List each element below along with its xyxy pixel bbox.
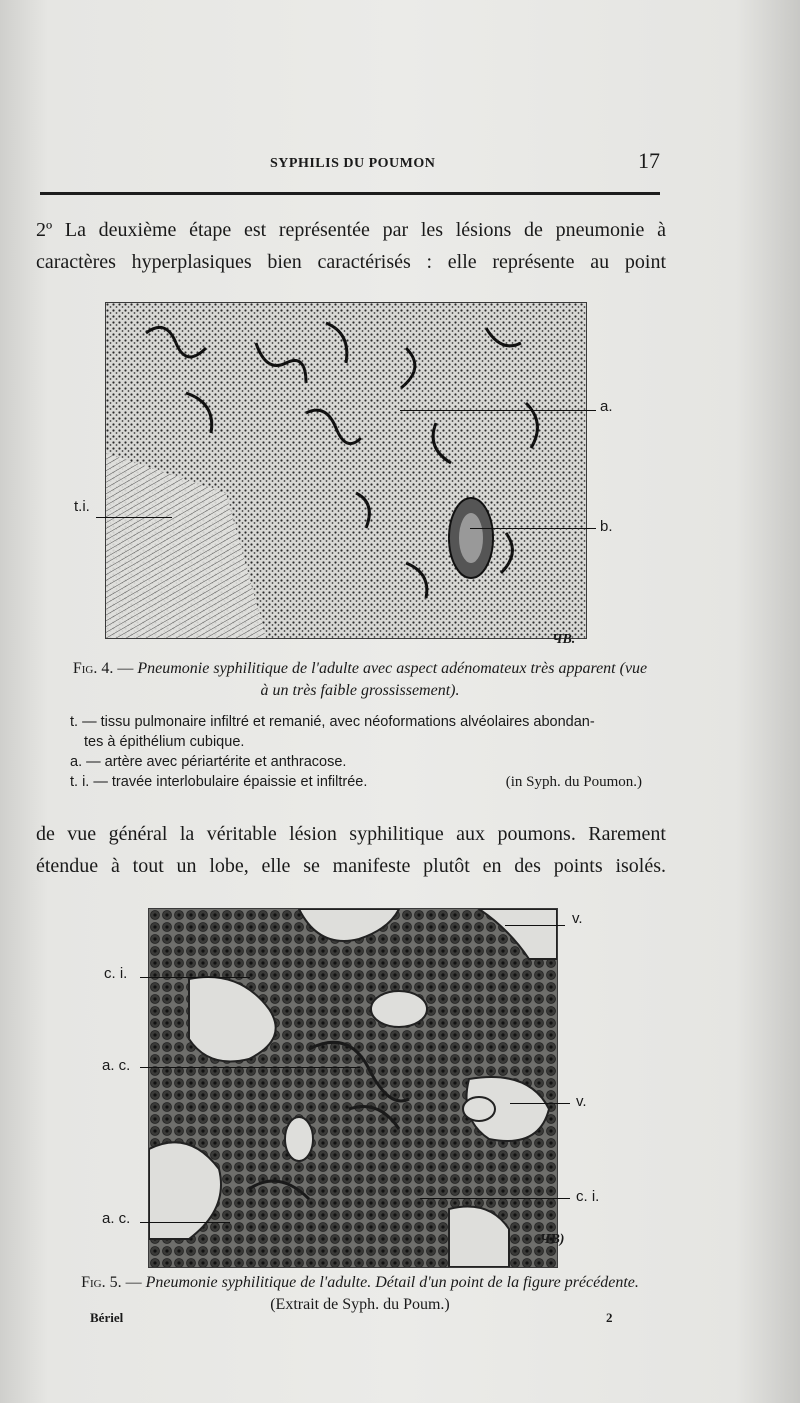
figure-5-label-v-mid: v.: [576, 1093, 587, 1110]
legend-ti-text: t. i. — travée interlobulaire épaissie et infiltrée.: [70, 774, 368, 790]
figure-4-label-ti: t.i.: [74, 498, 90, 515]
figure-4-caption-title: Pneumonie syphilitique de l'adulte avec aspect adénomateux très apparent (vue à un très faible grossissement).: [137, 660, 648, 699]
figure-4-leader-a: [400, 410, 596, 411]
legend-ti-line: [70, 772, 670, 792]
figure-4-legend: [70, 712, 670, 792]
figure-5-label-ac-mid: a. c.: [102, 1057, 131, 1074]
figure-4-engraving: [106, 303, 586, 638]
figure-4-caption: [70, 658, 650, 702]
figure-5-leader-ci-bottom: [420, 1198, 570, 1199]
figure-4-label-a: a.: [600, 398, 613, 415]
figure-4-caption-dash: —: [113, 660, 138, 677]
paragraph-1: [36, 214, 666, 278]
figure-4-signature: ЧB.: [552, 632, 576, 647]
figure-5-label-ci-bottom: c. i.: [576, 1188, 600, 1205]
figure-5-label-ac-bottom: a. c.: [102, 1210, 131, 1227]
figure-5-micrograph: [148, 908, 558, 1268]
figure-5-signature: ЧB): [540, 1232, 565, 1247]
figure-5-leader-ac-bottom: [140, 1222, 230, 1223]
figure-4-number: Fig. 4.: [72, 660, 114, 677]
paragraph-1-line-2: caractères hyperplasiques bien caractérisés : elle représente au point: [36, 251, 666, 273]
figure-5-leader-ci-top: [140, 977, 250, 978]
footer-signature-mark: 2: [606, 1310, 613, 1325]
paragraph-2-line-1: de vue général la véritable lésion syphilitique aux poumons. Rarement: [36, 823, 666, 845]
figure-5-caption-source: (Extrait de Syph. du Poum.): [270, 1296, 450, 1313]
paragraph-2: [36, 818, 666, 882]
figure-4-leader-b: [470, 528, 596, 529]
page-header: [40, 148, 660, 178]
header-rule: [40, 192, 660, 195]
figure-4-micrograph: [105, 302, 587, 639]
figure-4-leader-ti: [96, 517, 172, 518]
figure-5-label-v-top: v.: [572, 910, 583, 927]
figure-5-engraving: [149, 909, 557, 1267]
paragraph-2-line-2: étendue à tout un lobe, elle se manifeste plutôt en des points isolés.: [36, 855, 666, 877]
figure-5-number: Fig. 5.: [81, 1274, 122, 1291]
figure-5-caption: [70, 1272, 650, 1316]
figure-5-leader-v-mid: [510, 1103, 570, 1104]
legend-a-line: a. — artère avec périartérite et anthracose.: [70, 754, 347, 770]
figure-4-label-b: b.: [600, 518, 613, 535]
page-number: 17: [638, 148, 660, 173]
paragraph-1-line-1: 2º La deuxième étape est représentée par les lésions de pneumonie à: [36, 219, 666, 241]
footer-author: Bériel: [90, 1310, 124, 1325]
running-title: SYPHILIS DU POUMON: [270, 156, 436, 171]
legend-t-line-2: tes à épithélium cubique.: [84, 734, 245, 750]
figure-5-caption-title: Pneumonie syphilitique de l'adulte. Détail d'un point de la figure précédente.: [145, 1274, 639, 1291]
figure-5-leader-ac-mid: [140, 1067, 360, 1068]
figure-5-leader-v-top: [505, 925, 565, 926]
legend-t-line-1: t. — tissu pulmonaire infiltré et remanié, avec néoformations alvéolaires abondan-: [70, 714, 595, 730]
legend-source: (in Syph. du Poumon.): [505, 774, 642, 790]
figure-5-caption-dash: —: [121, 1274, 146, 1291]
figure-5-label-ci-top: c. i.: [104, 965, 128, 982]
